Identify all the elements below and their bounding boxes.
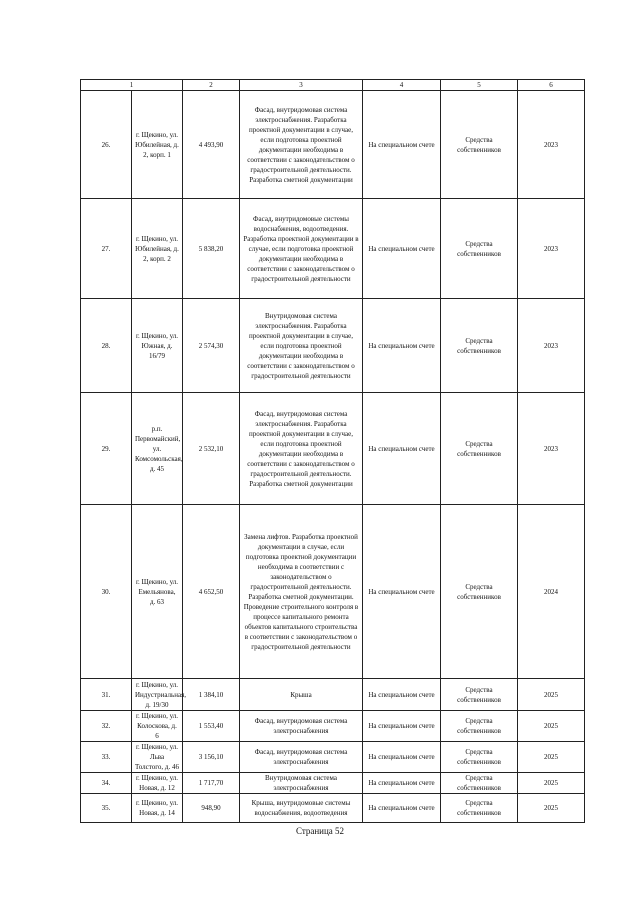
work-type-cell: Фасад, внутридомовая система электроснабжения xyxy=(240,742,363,773)
column-number-5: 5 xyxy=(441,80,518,91)
funding-source-cell: Средства собственников xyxy=(441,505,518,679)
year-cell: 2025 xyxy=(518,773,585,794)
funding-source-cell: Средства собственников xyxy=(441,299,518,393)
work-type-cell: Внутридомовая система электроснабжения. Разработка проектной документации в случае, если подготовка проектной документации необходима в соответствии с законодательством о градостроительной деятельности xyxy=(240,299,363,393)
address-cell: г. Щекино, ул. Южная, д. 16/79 xyxy=(132,299,183,393)
cost-cell: 1 384,10 xyxy=(183,679,240,711)
work-type-cell: Фасад, внутридомовая система электроснабжения xyxy=(240,711,363,742)
address-cell: г. Щекино, ул. Новая, д. 14 xyxy=(132,794,183,823)
year-cell: 2025 xyxy=(518,794,585,823)
column-number-1: 1 xyxy=(81,80,183,91)
year-cell: 2025 xyxy=(518,679,585,711)
account-cell: На специальном счете xyxy=(363,679,441,711)
work-type-cell: Фасад, внутридомовая система электроснабжения. Разработка проектной документации в случае, если подготовка проектной документации необходима в соответствии с законодательством о градостроительной деятельности. Разработка сметной документации xyxy=(240,91,363,199)
address-cell: г. Щекино, ул. Льва Толстого, д. 46 xyxy=(132,742,183,773)
funding-source-cell: Средства собственников xyxy=(441,199,518,299)
account-cell: На специальном счете xyxy=(363,773,441,794)
account-cell: На специальном счете xyxy=(363,505,441,679)
row-number: 26. xyxy=(81,91,132,199)
address-cell: г. Щекино, ул. Юбилейная, д. 2, корп. 2 xyxy=(132,199,183,299)
table-row xyxy=(81,299,585,393)
address-cell: р.п. Первомайский, ул. Комсомольская, д. 45 xyxy=(132,393,183,505)
cost-cell: 1 717,70 xyxy=(183,773,240,794)
column-number-6: 6 xyxy=(518,80,585,91)
cost-cell: 948,90 xyxy=(183,794,240,823)
table-row xyxy=(81,505,585,679)
table-row xyxy=(81,773,585,794)
table-row xyxy=(81,91,585,199)
column-number-3: 3 xyxy=(240,80,363,91)
funding-source-cell: Средства собственников xyxy=(441,393,518,505)
account-cell: На специальном счете xyxy=(363,91,441,199)
cost-cell: 5 838,20 xyxy=(183,199,240,299)
column-number-2: 2 xyxy=(183,80,240,91)
work-type-cell: Фасад, внутридомовые системы водоснабжения, водоотведения. Разработка проектной документации в случае, если подготовка проектной документации необходима в соответствии с законодательством о градостроительной деятельности xyxy=(240,199,363,299)
row-number: 31. xyxy=(81,679,132,711)
column-number-4: 4 xyxy=(363,80,441,91)
table-row xyxy=(81,679,585,711)
address-cell: г. Щекино, ул. Емельянова, д. 63 xyxy=(132,505,183,679)
cost-cell: 2 574,30 xyxy=(183,299,240,393)
funding-source-cell: Средства собственников xyxy=(441,773,518,794)
year-cell: 2023 xyxy=(518,299,585,393)
account-cell: На специальном счете xyxy=(363,299,441,393)
row-number: 32. xyxy=(81,711,132,742)
address-cell: г. Щекино, ул. Индустриальная, д. 19/30 xyxy=(132,679,183,711)
address-cell: г. Щекино, ул. Новая, д. 12 xyxy=(132,773,183,794)
row-number: 29. xyxy=(81,393,132,505)
address-cell: г. Щекино, ул. Юбилейная, д. 2, корп. 1 xyxy=(132,91,183,199)
account-cell: На специальном счете xyxy=(363,711,441,742)
table-row xyxy=(81,393,585,505)
page-number: Страница 52 xyxy=(295,826,345,836)
column-number-row xyxy=(81,80,585,91)
account-cell: На специальном счете xyxy=(363,742,441,773)
funding-source-cell: Средства собственников xyxy=(441,91,518,199)
account-cell: На специальном счете xyxy=(363,393,441,505)
year-cell: 2023 xyxy=(518,199,585,299)
table-row xyxy=(81,742,585,773)
work-type-cell: Фасад, внутридомовая система электроснабжения. Разработка проектной документации в случае, если подготовка проектной документации необходима в соответствии с законодательством о градостроительной деятельности. Разработка сметной документации xyxy=(240,393,363,505)
table-row xyxy=(81,711,585,742)
account-cell: На специальном счете xyxy=(363,794,441,823)
year-cell: 2023 xyxy=(518,91,585,199)
cost-cell: 2 532,10 xyxy=(183,393,240,505)
cost-cell: 4 493,90 xyxy=(183,91,240,199)
row-number: 28. xyxy=(81,299,132,393)
funding-source-cell: Средства собственников xyxy=(441,711,518,742)
account-cell: На специальном счете xyxy=(363,199,441,299)
row-number: 35. xyxy=(81,794,132,823)
work-type-cell: Крыша, внутридомовые системы водоснабжения, водоотведения xyxy=(240,794,363,823)
year-cell: 2025 xyxy=(518,742,585,773)
cost-cell: 1 553,40 xyxy=(183,711,240,742)
funding-source-cell: Средства собственников xyxy=(441,679,518,711)
work-type-cell: Замена лифтов. Разработка проектной документации в случае, если подготовка проектной документации необходима в соответствии с законодательством о градостроительной деятельности. Разработка сметной документации. Проведение строительного контроля в процессе капитального ремонта объектов капитального строительства в соответствии с законодательством о градостроительной деятельности xyxy=(240,505,363,679)
work-type-cell: Крыша xyxy=(240,679,363,711)
works-table xyxy=(80,79,585,823)
year-cell: 2024 xyxy=(518,505,585,679)
table-row xyxy=(81,199,585,299)
works-table-body xyxy=(81,80,585,823)
year-cell: 2025 xyxy=(518,711,585,742)
cost-cell: 3 156,10 xyxy=(183,742,240,773)
row-number: 33. xyxy=(81,742,132,773)
row-number: 34. xyxy=(81,773,132,794)
funding-source-cell: Средства собственников xyxy=(441,794,518,823)
row-number: 30. xyxy=(81,505,132,679)
row-number: 27. xyxy=(81,199,132,299)
address-cell: г. Щекино, ул. Колоскова, д. 6 xyxy=(132,711,183,742)
cost-cell: 4 652,50 xyxy=(183,505,240,679)
table-row xyxy=(81,794,585,823)
funding-source-cell: Средства собственников xyxy=(441,742,518,773)
year-cell: 2023 xyxy=(518,393,585,505)
work-type-cell: Внутридомовая система электроснабжения xyxy=(240,773,363,794)
